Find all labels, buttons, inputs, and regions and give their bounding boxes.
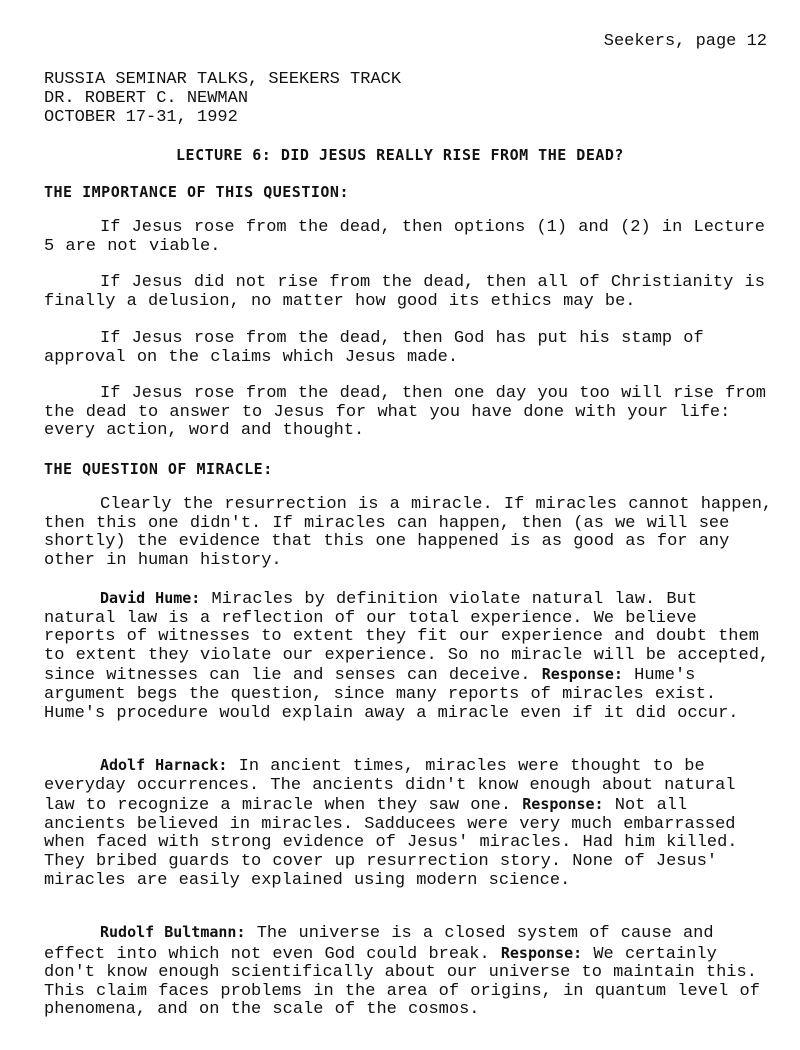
- paragraph-text: If Jesus rose from the dead, then options (1) and (2) in Lecture 5 are not viable.: [44, 218, 765, 256]
- paragraph-harnack: [44, 756, 774, 890]
- paragraph: [44, 385, 774, 441]
- response-label: Response:: [500, 943, 583, 962]
- paragraph-text: Hume's argument begs the question, since many reports of miracles exist. Hume's procedure would explain away a miracle even if it did occur.: [44, 666, 739, 723]
- paragraph-text: The universe is a closed system of cause and effect into which not even God could break.: [44, 924, 714, 964]
- section-heading-importance: THE IMPORTANCE OF THIS QUESTION:: [44, 183, 349, 201]
- header-event: RUSSIA SEMINAR TALKS, SEEKERS TRACK: [44, 70, 402, 89]
- paragraph-text: Miracles by definition violate natural law. But natural law is a reflection of our total experience. We believe reports of witnesses to extent they fit our experience and doubt them to extent they violate our experience. So no miracle will be accepted, since witnesses can lie and senses can deceive.: [44, 590, 770, 686]
- section-heading-miracle: THE QUESTION OF MIRACLE:: [44, 460, 273, 478]
- person-name-hume: David Hume:: [100, 589, 201, 607]
- person-name-bultmann: Rudolf Bultmann:: [100, 923, 246, 941]
- paragraph: [44, 219, 774, 256]
- document-header: [44, 70, 401, 127]
- page-number: Seekers, page 12: [603, 32, 767, 51]
- response-label: Response:: [541, 665, 623, 684]
- paragraph: [44, 330, 774, 367]
- paragraph-text: Not all ancients believed in miracles. Sadducees were very much embarrassed when faced with strong evidence of Jesus' miracles. Had him killed. They bribed guards to cover up resurrection story. None of Jesus' miracles are easily explained using modern science.: [44, 796, 738, 890]
- paragraph-text: Clearly the resurrection is a miracle. If miracles cannot happen, then this one didn't. If miracles can happen, then (as we will see shortly) the evidence that this one happened is as good as for any other in human history.: [44, 495, 773, 570]
- header-date: OCTOBER 17-31, 1992: [44, 108, 238, 127]
- paragraph-text: In ancient times, miracles were thought to be everyday occurrences. The ancients didn't know enough about natural law to recognize a miracle when they saw one.: [44, 757, 736, 816]
- paragraph: [44, 496, 774, 570]
- paragraph-hume: [44, 589, 774, 723]
- paragraph-text: If Jesus rose from the dead, then one day you too will rise from the dead to answer to Jesus for what you have done with your life: every action, word and thought.: [44, 384, 766, 441]
- header-author: DR. ROBERT C. NEWMAN: [44, 89, 249, 108]
- lecture-title: LECTURE 6: DID JESUS REALLY RISE FROM THE DEAD?: [176, 146, 624, 164]
- paragraph-text: If Jesus rose from the dead, then God has put his stamp of approval on the claims which Jesus made.: [44, 329, 704, 367]
- paragraph-bultmann: [44, 923, 774, 1020]
- paragraph-text: If Jesus did not rise from the dead, then all of Christianity is finally a delusion, no matter how good its ethics may be.: [44, 273, 765, 311]
- person-name-harnack: Adolf Harnack:: [100, 756, 228, 774]
- paragraph-text: We certainly don't know enough scientifically about our universe to maintain this. This claim faces problems in the area of origins, in quantum level of phenomena, and on the scale of the cosmos.: [44, 944, 760, 1020]
- paragraph: [44, 274, 774, 311]
- response-label: Response:: [522, 795, 604, 814]
